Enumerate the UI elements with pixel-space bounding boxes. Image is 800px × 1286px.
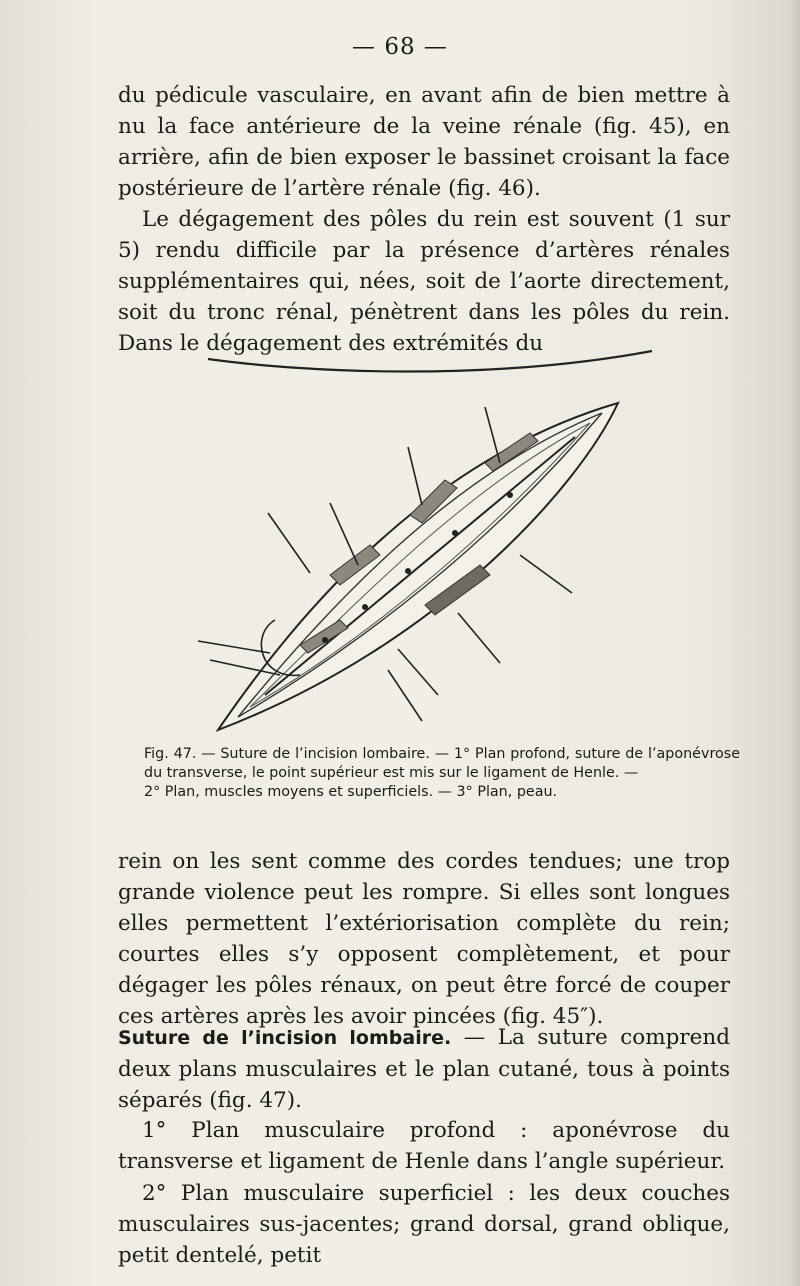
figure-caption — [128, 745, 740, 802]
paragraph-kidney-poles: Le dégagement des pôles du rein est souvent (1 sur 5) rendu difficile par la présence d’artères rénales supplémentaires qui, nées, soit de l’aorte directement, soit du tronc rénal, pénètrent dans les pôles du rein. Dans le dégagement des extrémités du — [118, 207, 730, 356]
paragraph-deep-plane: 1° Plan musculaire profond : aponévrose du transverse et ligament de Henle dans l’angle supérieur. — [118, 1118, 730, 1174]
caption-line-1: Fig. 47. — Suture de l’incision lombaire. — 1° Plan profond, suture de l’aponévrose du transverse, le point supérieur est mis sur le ligament de Henle. — — [144, 746, 740, 781]
figure-lumbar-incision-suture — [190, 345, 660, 740]
paragraph-arteries-tension: rein on les sent comme des cordes tendues; une trop grande violence peut les rompre. Si elles sont longues elles permettent l’extériorisation complète du rein; courtes elles s’y opposent complètement, et pour dégager les pôles rénaux, on peut être forcé de couper ces artères après les avoir pincées (fig. 45″). — [118, 849, 730, 1029]
paragraph-suture-section — [118, 1022, 730, 1116]
suture-illustration — [190, 345, 660, 740]
section-heading-suture: Suture de l’incision lombaire. — [118, 1027, 452, 1049]
paragraph-superficial-plane: 2° Plan musculaire superficiel : les deux couches musculaires sus-jacentes; grand dorsal, grand oblique, petit dentelé, petit — [118, 1181, 730, 1268]
skin-edge-line — [208, 351, 652, 372]
page-edge-shadow — [788, 0, 800, 1286]
caption-line-2: 2° Plan, muscles moyens et superficiels. — 3° Plan, peau. — [144, 784, 558, 800]
central-suture-line — [265, 437, 575, 695]
section-intro-text: — La suture comprend deux plans musculaires et le plan cutané, tous à points séparés (fig. 47). — [118, 1025, 730, 1113]
page-number: — 68 — — [352, 34, 448, 60]
paragraph-vascular-pedicle: du pédicule vasculaire, en avant afin de bien mettre à nu la face antérieure de la veine rénale (fig. 45), en arrière, afin de bien exposer le bassinet croisant la face postérieure de l’artère rénale (fig. 46). — [118, 83, 730, 201]
